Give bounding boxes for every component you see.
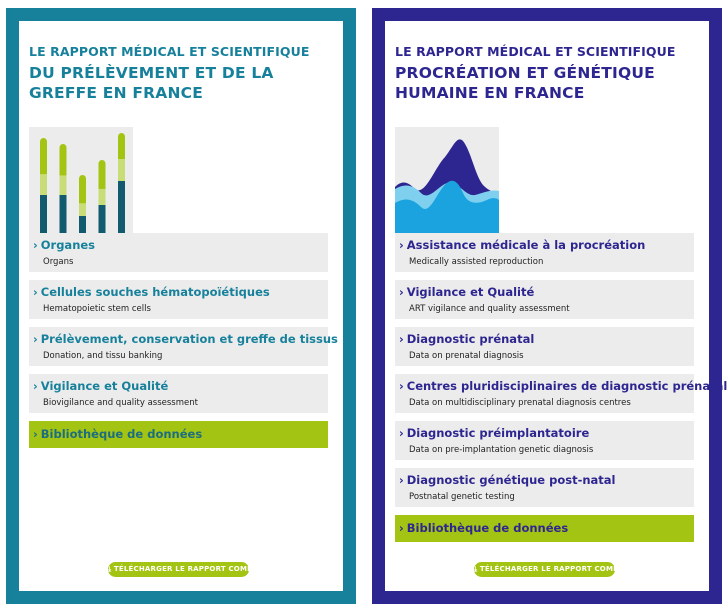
section-link-vigilance[interactable] (29, 374, 328, 413)
section-title: Assistance médicale à la procréation (406, 238, 646, 252)
section-subtitle: Hematopoietic stem cells (43, 304, 151, 314)
chevron-right-icon: › (399, 473, 404, 487)
section-subtitle: Data on pre-implantation genetic diagnosis (409, 445, 594, 455)
bar-column-base (60, 195, 67, 233)
section-link-dpi[interactable] (395, 421, 694, 460)
section-list (395, 233, 728, 550)
bar-column-band (99, 189, 106, 205)
card-kicker: LE RAPPORT MÉDICAL ET SCIENTIFIQUE (29, 44, 310, 59)
section-link-cellules[interactable] (29, 280, 328, 319)
section-title: Cellules souches hématopoïétiques (40, 285, 270, 299)
chevron-right-icon: › (399, 521, 404, 535)
section-title: Prélèvement, conservation et greffe de tissus (40, 332, 338, 346)
section-title: Centres pluridisciplinaires de diagnostic prénatal (406, 379, 728, 393)
chevron-right-icon: › (399, 238, 404, 252)
section-title: Diagnostic génétique post-natal (406, 473, 616, 487)
bar-column-base (79, 216, 86, 233)
bar-column-band (40, 174, 47, 195)
section-subtitle: Biovigilance and quality assessment (43, 398, 198, 408)
section-subtitle: ART vigilance and quality assessment (409, 304, 570, 314)
section-link-tissus[interactable] (29, 327, 338, 366)
bar-column-base (40, 195, 47, 233)
chevron-right-icon: › (399, 426, 404, 440)
chevron-right-icon: › (33, 238, 38, 252)
chevron-right-icon: › (33, 332, 38, 346)
chevron-right-icon: › (399, 379, 404, 393)
card-kicker: LE RAPPORT MÉDICAL ET SCIENTIFIQUE (395, 44, 676, 59)
section-link-postnatal[interactable] (395, 468, 694, 507)
section-subtitle: Medically assisted reproduction (409, 257, 544, 267)
wave-area-icon (395, 127, 499, 233)
data-library-link[interactable] (29, 421, 328, 448)
chevron-right-icon: › (33, 379, 38, 393)
section-subtitle: Postnatal genetic testing (409, 492, 515, 502)
section-link-vigilance[interactable] (395, 280, 694, 319)
chevron-right-icon: › (33, 427, 38, 441)
section-title: Organes (40, 238, 96, 252)
library-label: Bibliothèque de données (406, 521, 569, 535)
section-title: Diagnostic préimplantatoire (406, 426, 590, 440)
section-subtitle: Organs (43, 257, 74, 267)
bar-columns-icon (29, 127, 133, 233)
card-title: PROCRÉATION ET GÉNÉTIQUE HUMAINE EN FRANCE (395, 64, 655, 102)
section-subtitle: Data on multidisciplinary prenatal diagnosis centres (409, 398, 631, 408)
section-title: Diagnostic prénatal (406, 332, 535, 346)
bar-column-base (99, 205, 106, 233)
bar-column-band (60, 175, 67, 195)
chevron-right-icon: › (399, 285, 404, 299)
card-title: DU PRÉLÈVEMENT ET DE LA GREFFE EN FRANCE (29, 64, 274, 102)
bar-column-band (118, 159, 125, 181)
section-subtitle: Donation, and tissu banking (43, 351, 163, 361)
section-subtitle: Data on prenatal diagnosis (409, 351, 524, 361)
section-title: Vigilance et Qualité (40, 379, 169, 393)
section-link-amp[interactable] (395, 233, 694, 272)
section-link-dpn[interactable] (395, 327, 694, 366)
download-report-button[interactable]: ⤓ TÉLÉCHARGER LE RAPPORT COMPLET (108, 562, 249, 577)
library-label: Bibliothèque de données (40, 427, 203, 441)
bar-column-band (79, 203, 86, 216)
section-link-cpdpn[interactable] (395, 374, 728, 413)
chevron-right-icon: › (33, 285, 38, 299)
report-card-transplant (6, 8, 356, 604)
download-report-button[interactable]: ⤓ TÉLÉCHARGER LE RAPPORT COMPLET (474, 562, 615, 577)
section-title: Vigilance et Qualité (406, 285, 535, 299)
report-card-procreation (372, 8, 728, 604)
section-list (29, 233, 338, 456)
bar-column-base (118, 181, 125, 233)
section-link-organes[interactable] (29, 233, 328, 272)
data-library-link[interactable] (395, 515, 694, 542)
chevron-right-icon: › (399, 332, 404, 346)
